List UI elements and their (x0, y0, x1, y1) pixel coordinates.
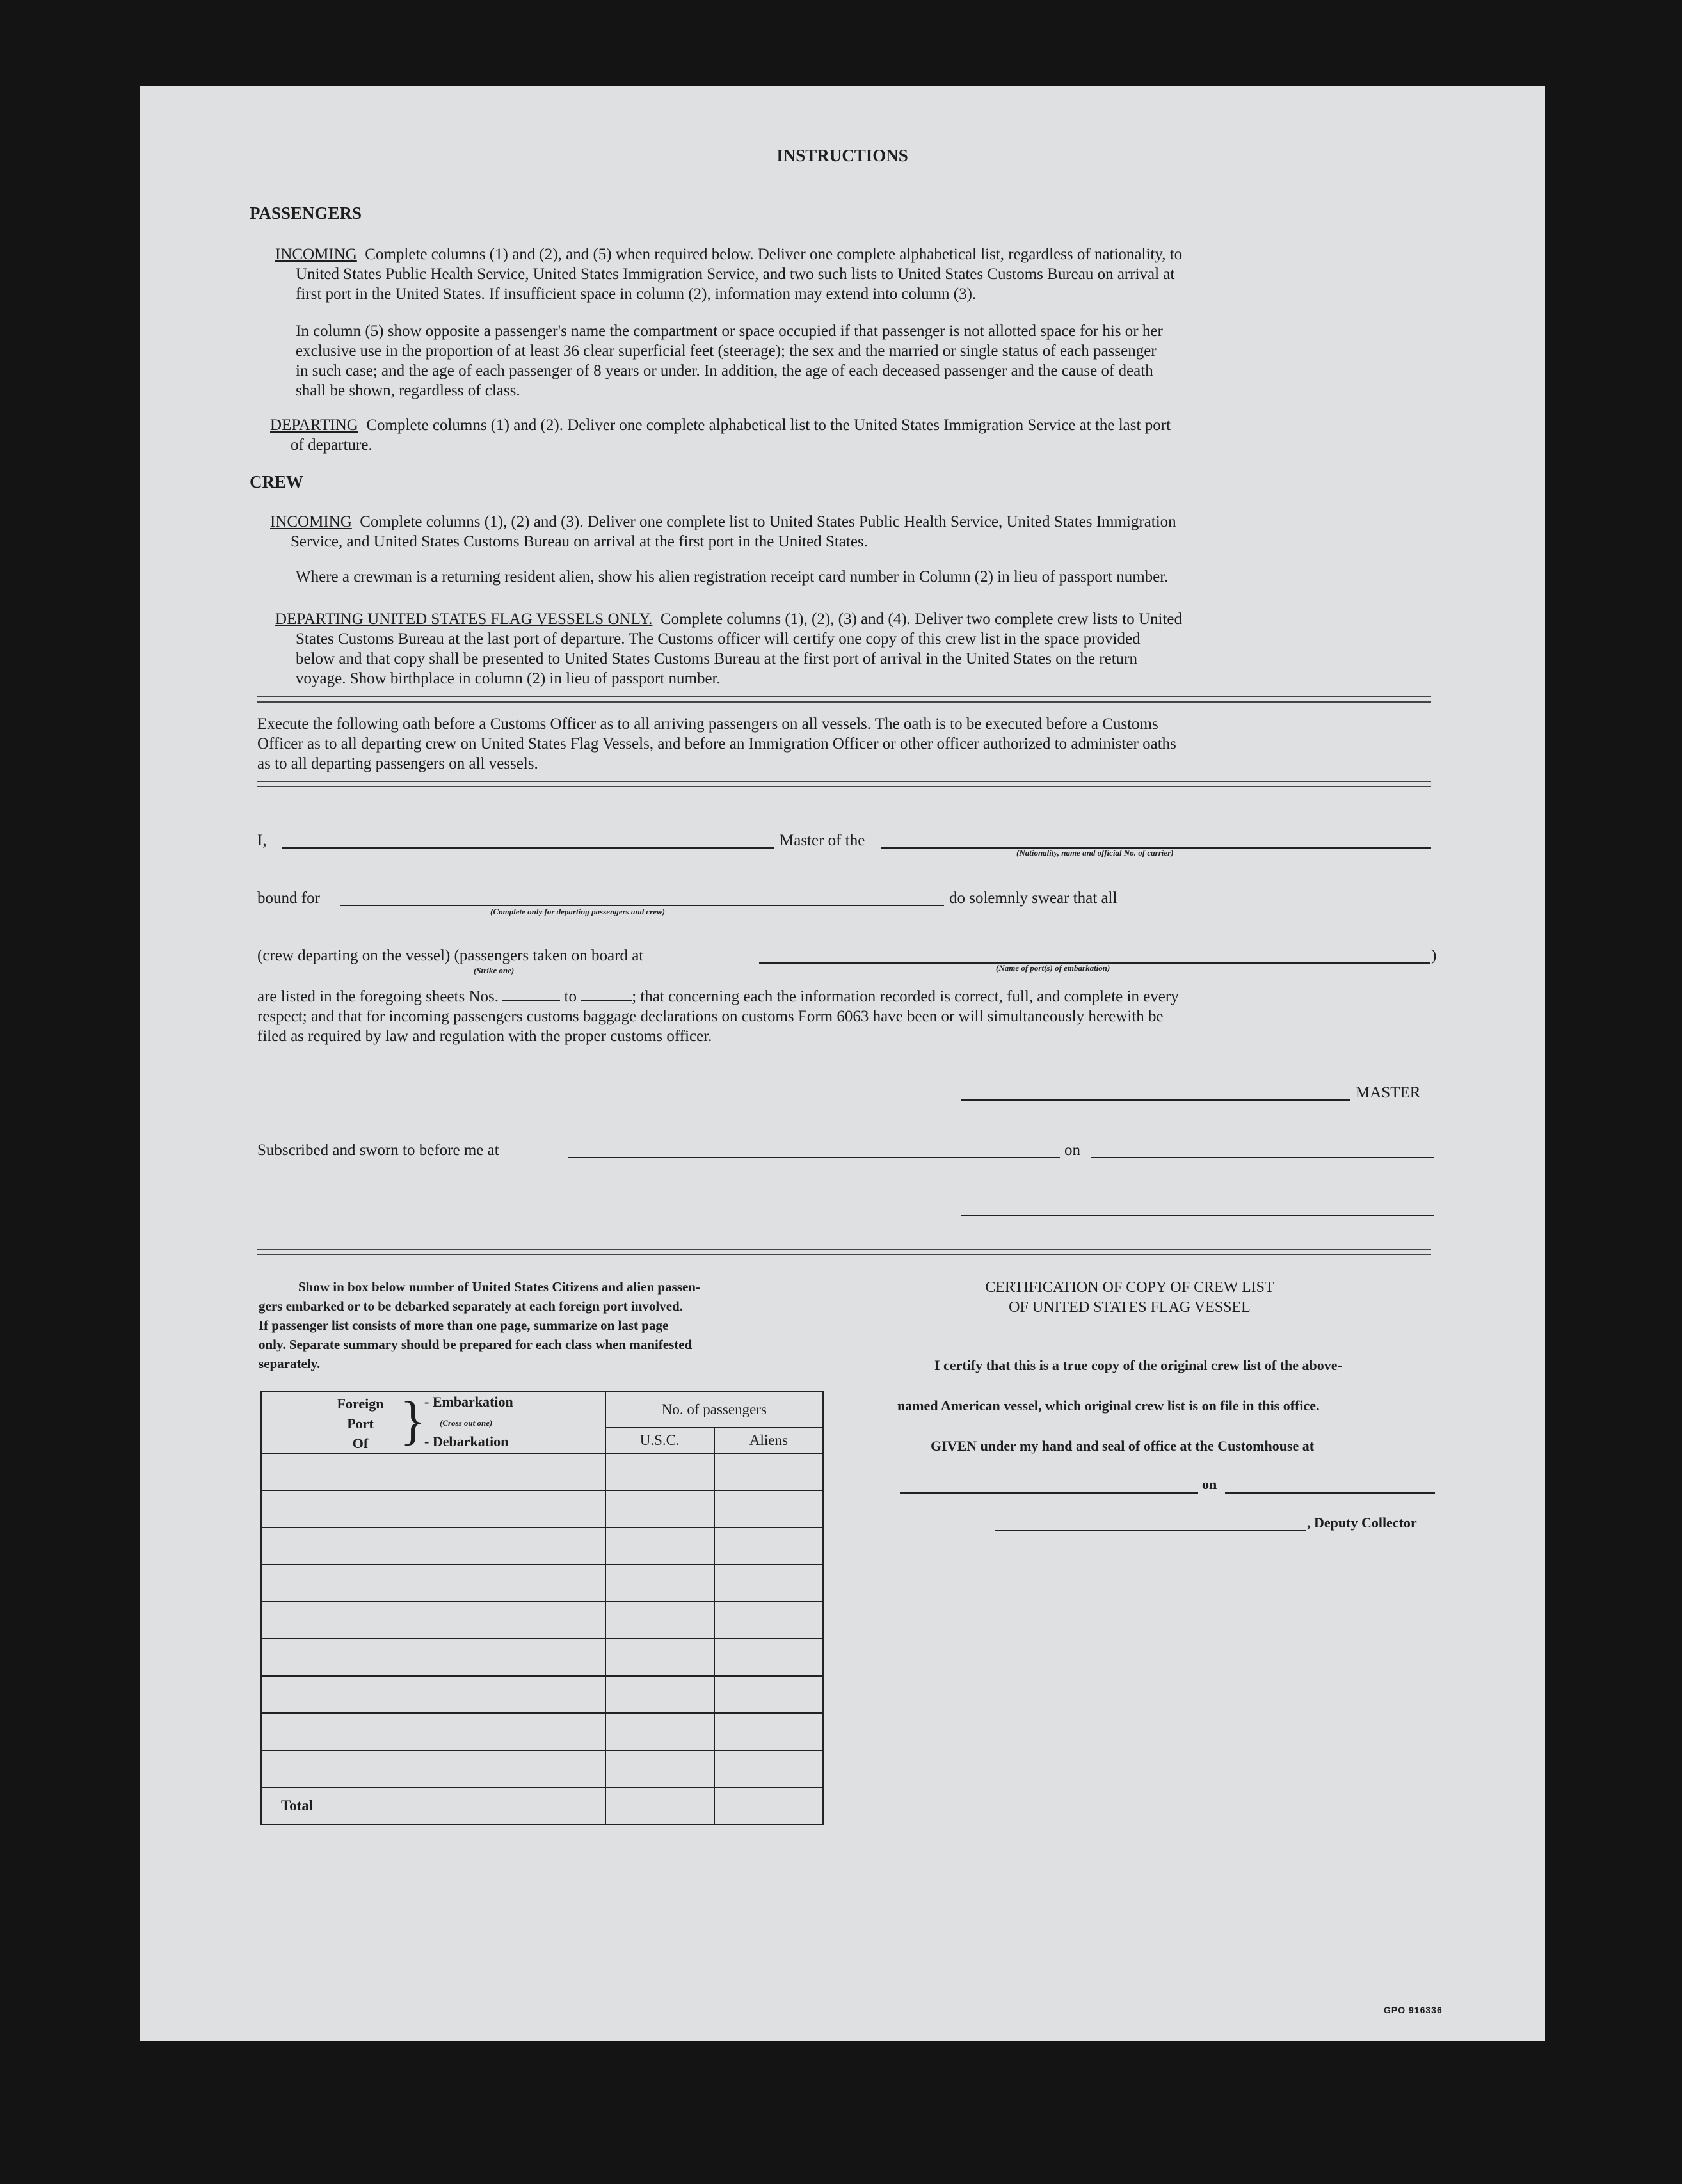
no-passengers-header: No. of passengers (605, 1392, 823, 1428)
close-paren: ) (1431, 947, 1437, 964)
crew-departing-line: States Customs Bureau at the last port of departure. The Customs officer will certify one copy of this crew list in the space provided (296, 630, 1141, 648)
master-of-label: Master of the (780, 832, 865, 849)
print-code: GPO 916336 (1384, 2005, 1443, 2015)
crew-departing-line: voyage. Show birthplace in column (2) in lieu of passport number. (296, 670, 721, 687)
total-label: Total (261, 1787, 605, 1824)
master-label: MASTER (1356, 1084, 1421, 1101)
table-row (261, 1750, 823, 1787)
port-cell[interactable] (261, 1676, 605, 1713)
strike-caption: (Strike one) (474, 966, 515, 975)
port-caption: (Name of port(s) of embarkation) (996, 963, 1110, 973)
foreign-port-of-label (328, 1394, 392, 1453)
master-signature-field[interactable] (961, 1099, 1350, 1101)
passengers-incoming-block (275, 244, 1182, 304)
aliens-cell[interactable] (714, 1490, 823, 1527)
passengers-incoming-label: INCOMING (275, 246, 357, 263)
port-header-cell (261, 1392, 605, 1453)
divider (257, 781, 1431, 787)
aliens-header: Aliens (714, 1428, 823, 1453)
table-row (261, 1713, 823, 1750)
certification-heading-line: OF UNITED STATES FLAG VESSEL (1009, 1299, 1251, 1316)
summary-note-line: Show in box below number of United States Citizens and alien passen- (298, 1279, 700, 1295)
table-header-row (261, 1392, 823, 1428)
right-brace-icon: } (400, 1391, 426, 1451)
passengers-column5-block (296, 321, 1163, 401)
embarkation-label: - Embarkation (424, 1394, 513, 1410)
crew-departing-text: (crew departing on the vessel) (passengers taken on board at (257, 947, 644, 964)
aliens-total-cell[interactable] (714, 1787, 823, 1824)
aliens-cell[interactable] (714, 1676, 823, 1713)
passengers-departing-line: of departure. (291, 436, 372, 454)
port-cell[interactable] (261, 1453, 605, 1490)
passengers-incoming-line: United States Public Health Service, United States Immigration Service, and two such lists to United States Customs Bureau on arrival at (296, 266, 1175, 283)
usc-cell[interactable] (605, 1602, 714, 1639)
passengers-heading: PASSENGERS (250, 203, 362, 223)
oath-i-label: I, (257, 832, 267, 849)
column5-line: shall be shown, regardless of class. (296, 382, 520, 399)
column5-line: In column (5) show opposite a passenger's name the compartment or space occupied if that passenger is not allotted space for his or her (296, 323, 1163, 340)
page-title: INSTRUCTIONS (776, 146, 908, 165)
port-cell[interactable] (261, 1602, 605, 1639)
port-label: Port (347, 1415, 374, 1431)
port-cell[interactable] (261, 1490, 605, 1527)
cert-on-label: on (1202, 1476, 1217, 1492)
foreign-label: Foreign (337, 1396, 384, 1412)
port-cell[interactable] (261, 1713, 605, 1750)
certify-line-2: named American vessel, which original crew list is on file in this office. (897, 1398, 1320, 1414)
usc-cell[interactable] (605, 1490, 714, 1527)
summary-note-line: only. Separate summary should be prepared for each class when manifested (259, 1337, 693, 1352)
crew-alien-line: Where a crewman is a returning resident alien, show his alien registration receipt card number in Column (2) in lieu of passport number. (296, 568, 1169, 586)
usc-cell[interactable] (605, 1639, 714, 1676)
oath-instruction-line: Execute the following oath before a Customs Officer as to all arriving passengers on all vessels. The oath is to be executed before a Customs (257, 715, 1158, 733)
crew-departing-label: DEPARTING UNITED STATES FLAG VESSELS ONLY. (275, 610, 653, 628)
passenger-summary-table (260, 1391, 824, 1825)
divider (257, 1249, 1431, 1255)
table-row (261, 1527, 823, 1565)
usc-cell[interactable] (605, 1676, 714, 1713)
crew-departing-block (275, 609, 1182, 689)
passengers-incoming-line: first port in the United States. If insufficient space in column (2), information may extend into column (3). (296, 285, 977, 303)
table-row (261, 1490, 823, 1527)
debarkation-label: - Debarkation (424, 1433, 509, 1449)
aliens-cell[interactable] (714, 1527, 823, 1565)
crew-incoming-label: INCOMING (270, 513, 352, 530)
crew-heading: CREW (250, 472, 304, 491)
carrier-caption: (Nationality, name and official No. of carrier) (1016, 848, 1174, 857)
of-label: Of (352, 1435, 369, 1451)
usc-cell[interactable] (605, 1750, 714, 1787)
oath-instructions (257, 714, 1176, 774)
total-row (261, 1787, 823, 1824)
divider (257, 696, 1431, 703)
bound-for-label: bound for (257, 889, 320, 907)
table-row (261, 1639, 823, 1676)
aliens-cell[interactable] (714, 1453, 823, 1490)
summary-note-line: gers embarked or to be debarked separately at each foreign port involved. (259, 1298, 683, 1314)
listed-text: ; that concerning each the information recorded is correct, full, and complete in every (632, 988, 1179, 1005)
table-row (261, 1565, 823, 1602)
cert-date-field[interactable] (1225, 1492, 1435, 1494)
aliens-cell[interactable] (714, 1713, 823, 1750)
deputy-collector-label: , Deputy Collector (1307, 1515, 1417, 1531)
crew-incoming-line: Service, and United States Customs Bureau on arrival at the first port in the United States. (291, 533, 868, 550)
certify-line-3: GIVEN under my hand and seal of office at the Customhouse at (931, 1438, 1315, 1454)
oath-instruction-line: as to all departing passengers on all vessels. (257, 755, 538, 772)
column5-line: in such case; and the age of each passenger of 8 years or under. In addition, the age of each deceased passenger and the cause of death (296, 362, 1153, 379)
customhouse-field[interactable] (900, 1492, 1198, 1494)
port-cell[interactable] (261, 1639, 605, 1676)
officer-signature-field[interactable] (961, 1215, 1434, 1216)
usc-cell[interactable] (605, 1565, 714, 1602)
bound-caption: (Complete only for departing passengers and crew) (490, 907, 665, 916)
usc-header: U.S.C. (605, 1428, 714, 1453)
bound-for-field[interactable] (340, 905, 944, 906)
crew-departing-line: Complete columns (1), (2), (3) and (4). Deliver two complete crew lists to United (660, 610, 1182, 628)
port-cell[interactable] (261, 1565, 605, 1602)
usc-cell[interactable] (605, 1453, 714, 1490)
table-row (261, 1602, 823, 1639)
sworn-date-field[interactable] (1091, 1157, 1434, 1158)
table-row (261, 1676, 823, 1713)
oath-instruction-line: Officer as to all departing crew on United States Flag Vessels, and before an Immigration Officer or other officer authorized to administer oaths (257, 735, 1176, 753)
crew-incoming-line: Complete columns (1), (2) and (3). Deliver one complete list to United States Public Health Service, United States Immigration (360, 513, 1176, 530)
certify-line-1: I certify that this is a true copy of the original crew list of the above- (934, 1357, 1342, 1373)
crew-departing-line: below and that copy shall be presented to United States Customs Bureau at the first port of arrival in the United States on the return (296, 650, 1137, 667)
passengers-departing-label: DEPARTING (270, 417, 358, 434)
sworn-place-field[interactable] (568, 1157, 1060, 1158)
listed-line-3: filed as required by law and regulation with the proper customs officer. (257, 1028, 712, 1045)
certification-heading-line: CERTIFICATION OF COPY OF CREW LIST (985, 1279, 1274, 1296)
passengers-departing-line: Complete columns (1) and (2). Deliver one complete alphabetical list to the United States Immigration Service at the last port (366, 417, 1171, 434)
aliens-cell[interactable] (714, 1750, 823, 1787)
passengers-incoming-line: Complete columns (1) and (2), and (5) when required below. Deliver one complete alphabetical list, regardless of nationality, to (365, 246, 1183, 263)
cross-out-label: (Cross out one) (440, 1418, 493, 1428)
aliens-cell[interactable] (714, 1565, 823, 1602)
port-cell[interactable] (261, 1750, 605, 1787)
listed-line-1 (257, 987, 1179, 1007)
aliens-cell[interactable] (714, 1602, 823, 1639)
aliens-cell[interactable] (714, 1639, 823, 1676)
passengers-departing-block (270, 415, 1171, 455)
sheet-to-field[interactable] (581, 987, 632, 1001)
listed-line-2: respect; and that for incoming passengers customs baggage declarations on customs Form 6063 have been or will simultaneously herewith be (257, 1008, 1164, 1025)
summary-note-line: If passenger list consists of more than one page, summarize on last page (259, 1318, 669, 1333)
summary-note (259, 1277, 700, 1373)
crew-incoming-block (270, 512, 1176, 552)
table-row (261, 1453, 823, 1490)
listed-to: to (564, 988, 577, 1005)
form-sheet (140, 86, 1545, 2041)
master-name-field[interactable] (282, 847, 774, 849)
summary-note-line: separately. (259, 1356, 321, 1371)
port-cell[interactable] (261, 1527, 605, 1565)
sworn-on-label: on (1064, 1142, 1080, 1159)
swear-label: do solemnly swear that all (949, 889, 1117, 907)
certification-heading (966, 1278, 1293, 1318)
column5-line: exclusive use in the proportion of at least 36 clear superficial feet (steerage); the sex and the married or single status of each passenger (296, 342, 1157, 360)
deputy-collector-field[interactable] (995, 1530, 1306, 1531)
usc-total-cell[interactable] (605, 1787, 714, 1824)
subscribed-label: Subscribed and sworn to before me at (257, 1142, 499, 1159)
listed-text: are listed in the foregoing sheets Nos. (257, 988, 499, 1005)
usc-cell[interactable] (605, 1527, 714, 1565)
usc-cell[interactable] (605, 1713, 714, 1750)
sheet-from-field[interactable] (502, 987, 560, 1001)
